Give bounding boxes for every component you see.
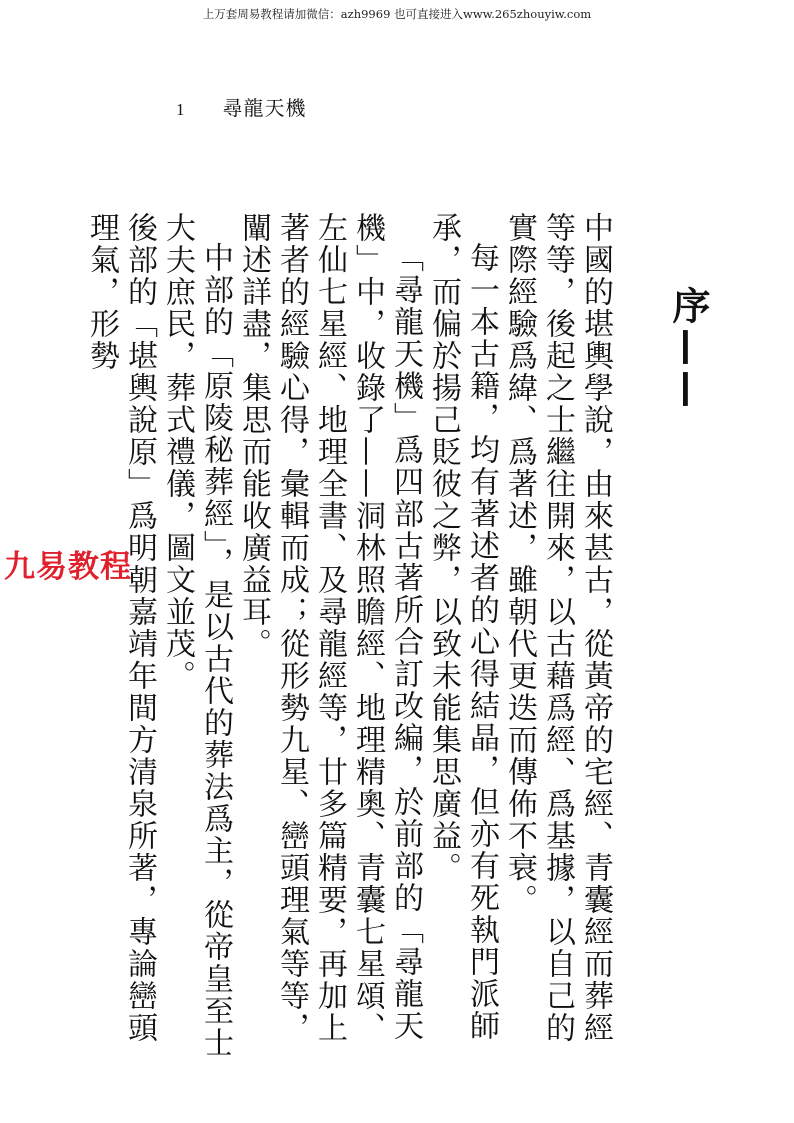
page-number: 1 [176,100,185,119]
paragraph-1: 中國的堪輿學說，由來甚古，從黃帝的宅經、青囊經而葬經等等，後起之士繼往開來，以古藉爲經、爲基據，以自己的實際經驗爲緯、爲著述，雖朝代更迭而傳佈不衰。 [502,212,613,1044]
paragraph-2: 每一本古籍，均有著述者的心得結晶，但亦有死執門派師承，而偏於揚己貶彼之弊，以致未能集思廣益。 [426,212,499,1042]
paragraph-4: 中部的「原陵秘葬經」，是以古代的葬法爲主，從帝皇至士大夫庶民，葬式禮儀，圖文並茂。 [160,212,233,1059]
watermark-logo: 九易教程 [4,549,132,585]
top-banner: 上万套周易教程请加微信：azh9969 也可直接进入www.265zhouyiw.com [202,7,592,21]
book-title: 尋龍天機 [222,96,307,120]
running-head [176,92,307,121]
body-text [82,212,614,1072]
section-title: 序—— [666,286,710,412]
paragraph-5: 後部的「堪輿說原」爲明朝嘉靖年間方清泉所著，專論巒頭理氣，形勢 [84,212,157,1044]
paragraph-3: 「尋龍天機」爲四部古著所合訂改編，於前部的「尋龍天機」中，收錄了——洞林照瞻經、地理精奧、青囊七星頌、左仙七星經、地理全書、及尋龍經等，廿多篇精要，再加上著者的經驗心得，彙輯而成；從形勢九星、巒頭理氣等等，闡述詳盡，集思而能收廣益耳。 [236,212,423,1044]
